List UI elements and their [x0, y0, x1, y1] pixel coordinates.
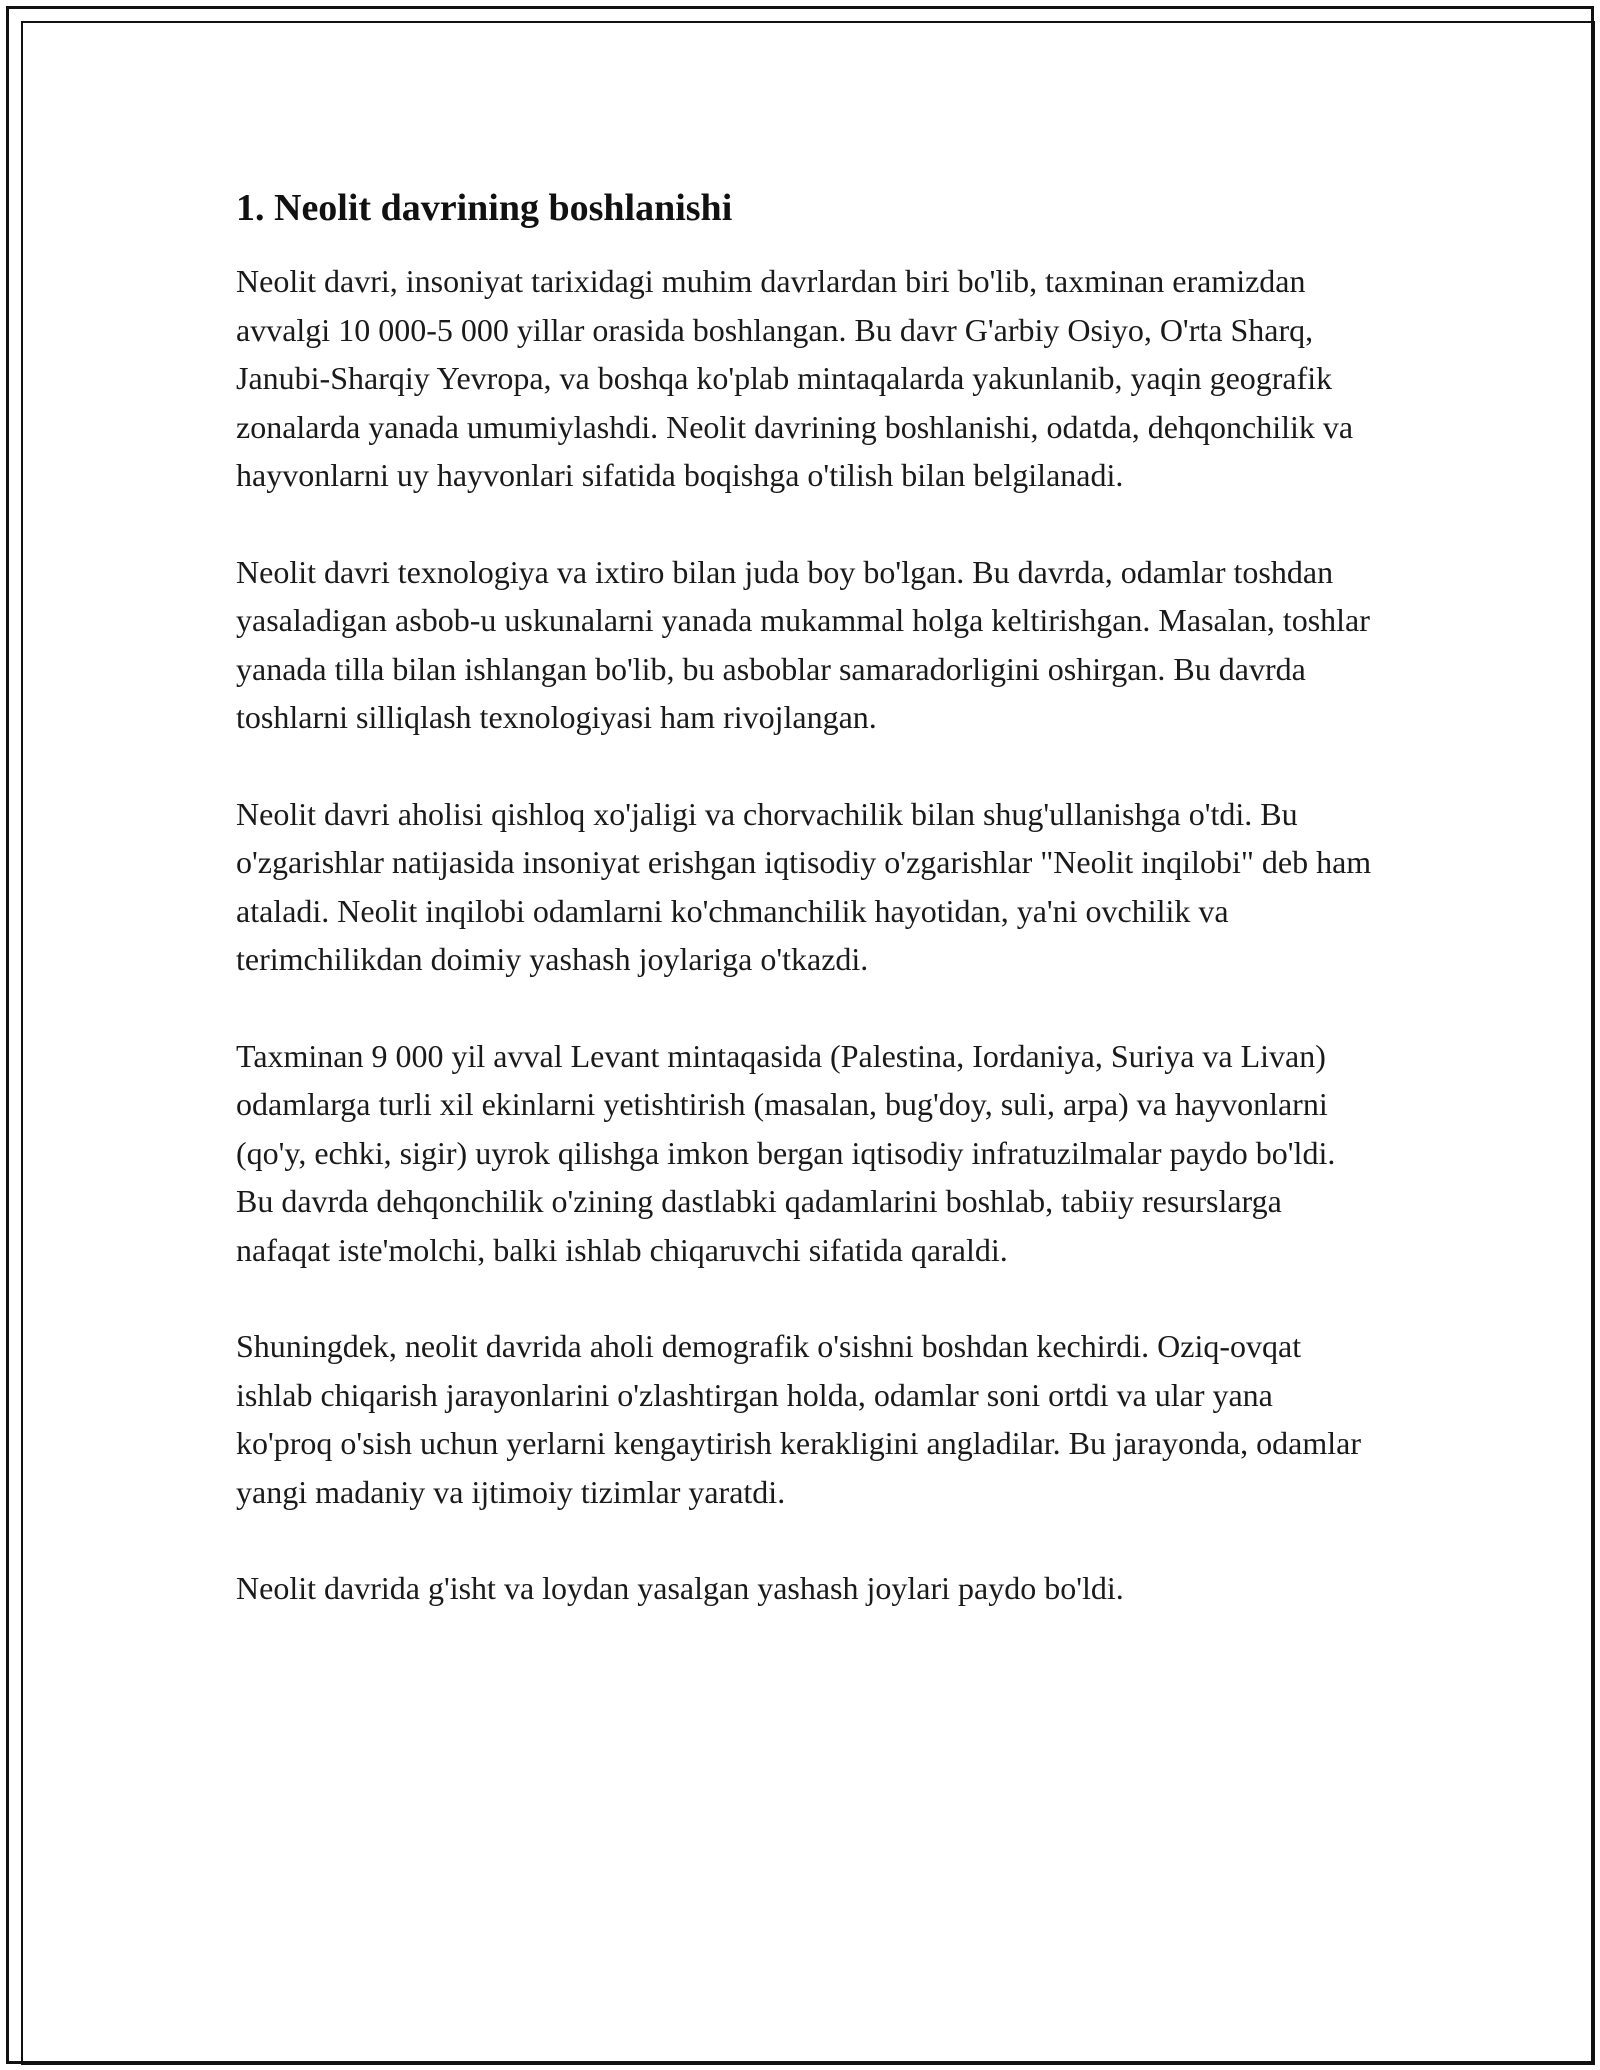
paragraph-1: Neolit davri, insoniyat tarixidagi muhim davrlardan biri bo'lib, taxminan eramizdan avvalgi 10 000-5 000 yillar orasida boshlangan. Bu davr G'arbiy Osiyo, O'rta Sharq, Janubi-Sharqiy Yevropa, va boshqa ko'plab mintaqalarda yakunlanib, yaqin geografik zonalarda yanada umumiylashdi. Neolit davrining boshlanishi, odatda, dehqonchilik va hayvonlarni uy hayvonlari sifatida boqishga o'tilish bilan belgilanadi.	[236, 263, 1354, 493]
paragraph-3: Neolit davri aholisi qishloq xo'jaligi va chorvachilik bilan shug'ullanishga o'tdi. Bu o'zgarishlar natijasida insoniyat erishgan iqtisodiy o'zgarishlar "Neolit inqilobi" deb ham ataladi. Neolit inqilobi odamlarni ko'chmanchilik hayotidan, ya'ni ovchilik va terimchilikdan doimiy yashash joylariga o'tkazdi.	[236, 795, 1372, 977]
document-body	[236, 185, 1376, 1613]
section-heading: 1. Neolit davrining boshlanishi	[236, 187, 733, 229]
paragraph-2: Neolit davri texnologiya va ixtiro bilan juda boy bo'lgan. Bu davrda, odamlar toshdan yasaladigan asbob-u uskunalarni yanada mukammal holga keltirishgan. Masalan, toshlar yanada tilla bilan ishlangan bo'lib, bu asboblar samaradorligini oshirgan. Bu davrda toshlarni silliqlash texnologiyasi ham rivojlangan.	[236, 553, 1370, 735]
paragraph-6: Neolit davrida g'isht va loydan yasalgan yashash joylari paydo bo'ldi.	[236, 1570, 1124, 1606]
paragraph-5: Shuningdek, neolit davrida aholi demografik o'sishni boshdan kechirdi. Oziq-ovqat ishlab chiqarish jarayonlarini o'zlashtirgan holda, odamlar soni ortdi va ular yana ko'proq o'sish uchun yerlarni kengaytirish kerakligini angladilar. Bu jarayonda, odamlar yangi madaniy va ijtimoiy tizimlar yaratdi.	[236, 1328, 1362, 1510]
paragraph-4: Taxminan 9 000 yil avval Levant mintaqasida (Palestina, Iordaniya, Suriya va Livan) odamlarga turli xil ekinlarni yetishtirish (masalan, bug'doy, suli, arpa) va hayvonlarni (qo'y, echki, sigir) uyrok qilishga imkon bergan iqtisodiy infratuzilmalar paydo bo'ldi. Bu davrda dehqonchilik o'zining dastlabki qadamlarini boshlab, tabiiy resurslarga nafaqat iste'molchi, balki ishlab chiqaruvchi sifatida qaraldi.	[236, 1037, 1336, 1268]
